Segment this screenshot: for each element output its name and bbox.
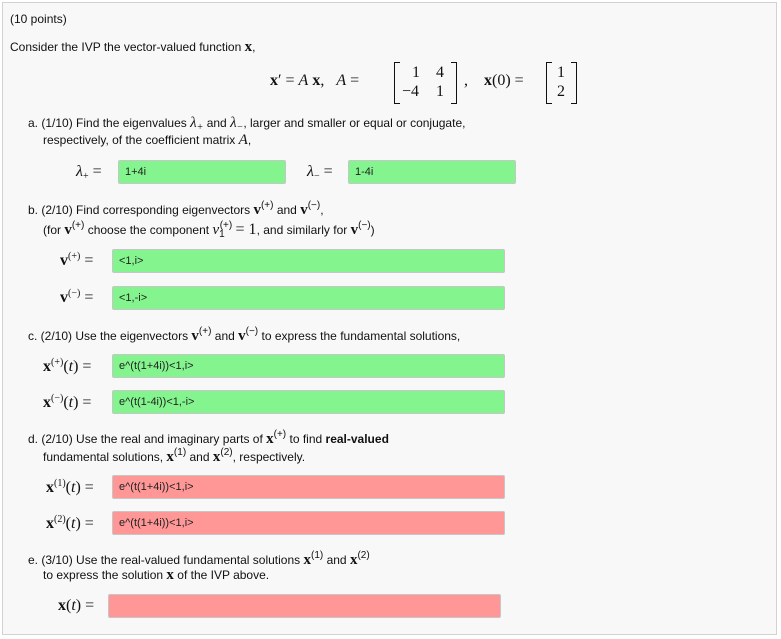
part-d-line1: d. (2/10) Use the real and imaginary parts of x(+) to find real-valued (28, 429, 389, 447)
x2-input[interactable] (112, 511, 505, 535)
ode-equation: x′ = A x, A = (270, 72, 360, 89)
part-d-line2: fundamental solutions, $x^{(1)}$ and $x^{(2)}$, respectively. (43, 447, 306, 465)
x0-top: 1 (557, 64, 565, 81)
lambda-plus-label: $\lambda_+$ = (76, 163, 102, 182)
lambda-minus-input[interactable] (348, 160, 516, 184)
v-plus-label: v(+) = (60, 251, 94, 269)
matrix-right-bracket (451, 62, 457, 104)
lambda-minus-label: $\lambda_-$ = (307, 163, 333, 182)
part-e-line1: e. (3/10) Use the real-valued fundamental solutions $x^{(1)}$ and $x^{(2)}$ (28, 550, 370, 568)
x-plus-label: x(+)(t) = (43, 357, 92, 375)
x0-right-bracket (571, 62, 577, 104)
v-minus-input[interactable] (112, 286, 505, 310)
lambda-plus-input[interactable] (118, 160, 286, 184)
part-c-line: c. (2/10) Use the eigenvectors v(+) and v(−) to express the fundamental solutions, (28, 326, 461, 344)
x-plus-input[interactable] (112, 354, 505, 378)
points-label: (10 points) (10, 12, 67, 26)
matrix-a11: 1 (412, 64, 420, 81)
matrix-left-bracket (394, 62, 400, 104)
x-minus-input[interactable] (112, 390, 505, 414)
part-e-line2: to express the solution x of the IVP above. (43, 567, 270, 583)
matrix-a21: −4 (402, 83, 420, 100)
x-solution-label: x(t) = (58, 597, 95, 614)
matrix-a22: 1 (436, 83, 444, 100)
x0-bottom: 2 (557, 83, 565, 100)
part-b-line1: b. (2/10) Find corresponding eigenvectors v(+) and v(−), (28, 200, 324, 218)
initial-condition-label: , x(0) = (464, 72, 524, 89)
intro-text: Consider the IVP the vector-valued function x, (10, 39, 256, 55)
x0-left-bracket (546, 62, 552, 104)
part-a-line1: a. (1/10) Find the eigenvalues $\lambda_+$ and $\lambda_-$, larger and smaller or equal or conjugate, (28, 115, 466, 133)
x1-label: $x^{(1)}(t)$ = (46, 478, 94, 496)
x2-label: $x^{(2)}(t)$ = (46, 514, 94, 532)
x1-input[interactable] (112, 475, 505, 499)
v-plus-input[interactable] (112, 249, 505, 273)
x-solution-input[interactable] (108, 594, 501, 618)
part-a-line2: respectively, of the coefficient matrix A, (43, 132, 252, 148)
problem-card (2, 2, 777, 635)
matrix-a12: 4 (436, 64, 444, 81)
part-b-line2: (for v(+) choose the component $v_1^{(+)} = 1$, and similarly for v(−)) (43, 220, 375, 240)
x-minus-label: x(−)(t) = (43, 393, 92, 411)
v-minus-label: v(−) = (60, 288, 94, 306)
